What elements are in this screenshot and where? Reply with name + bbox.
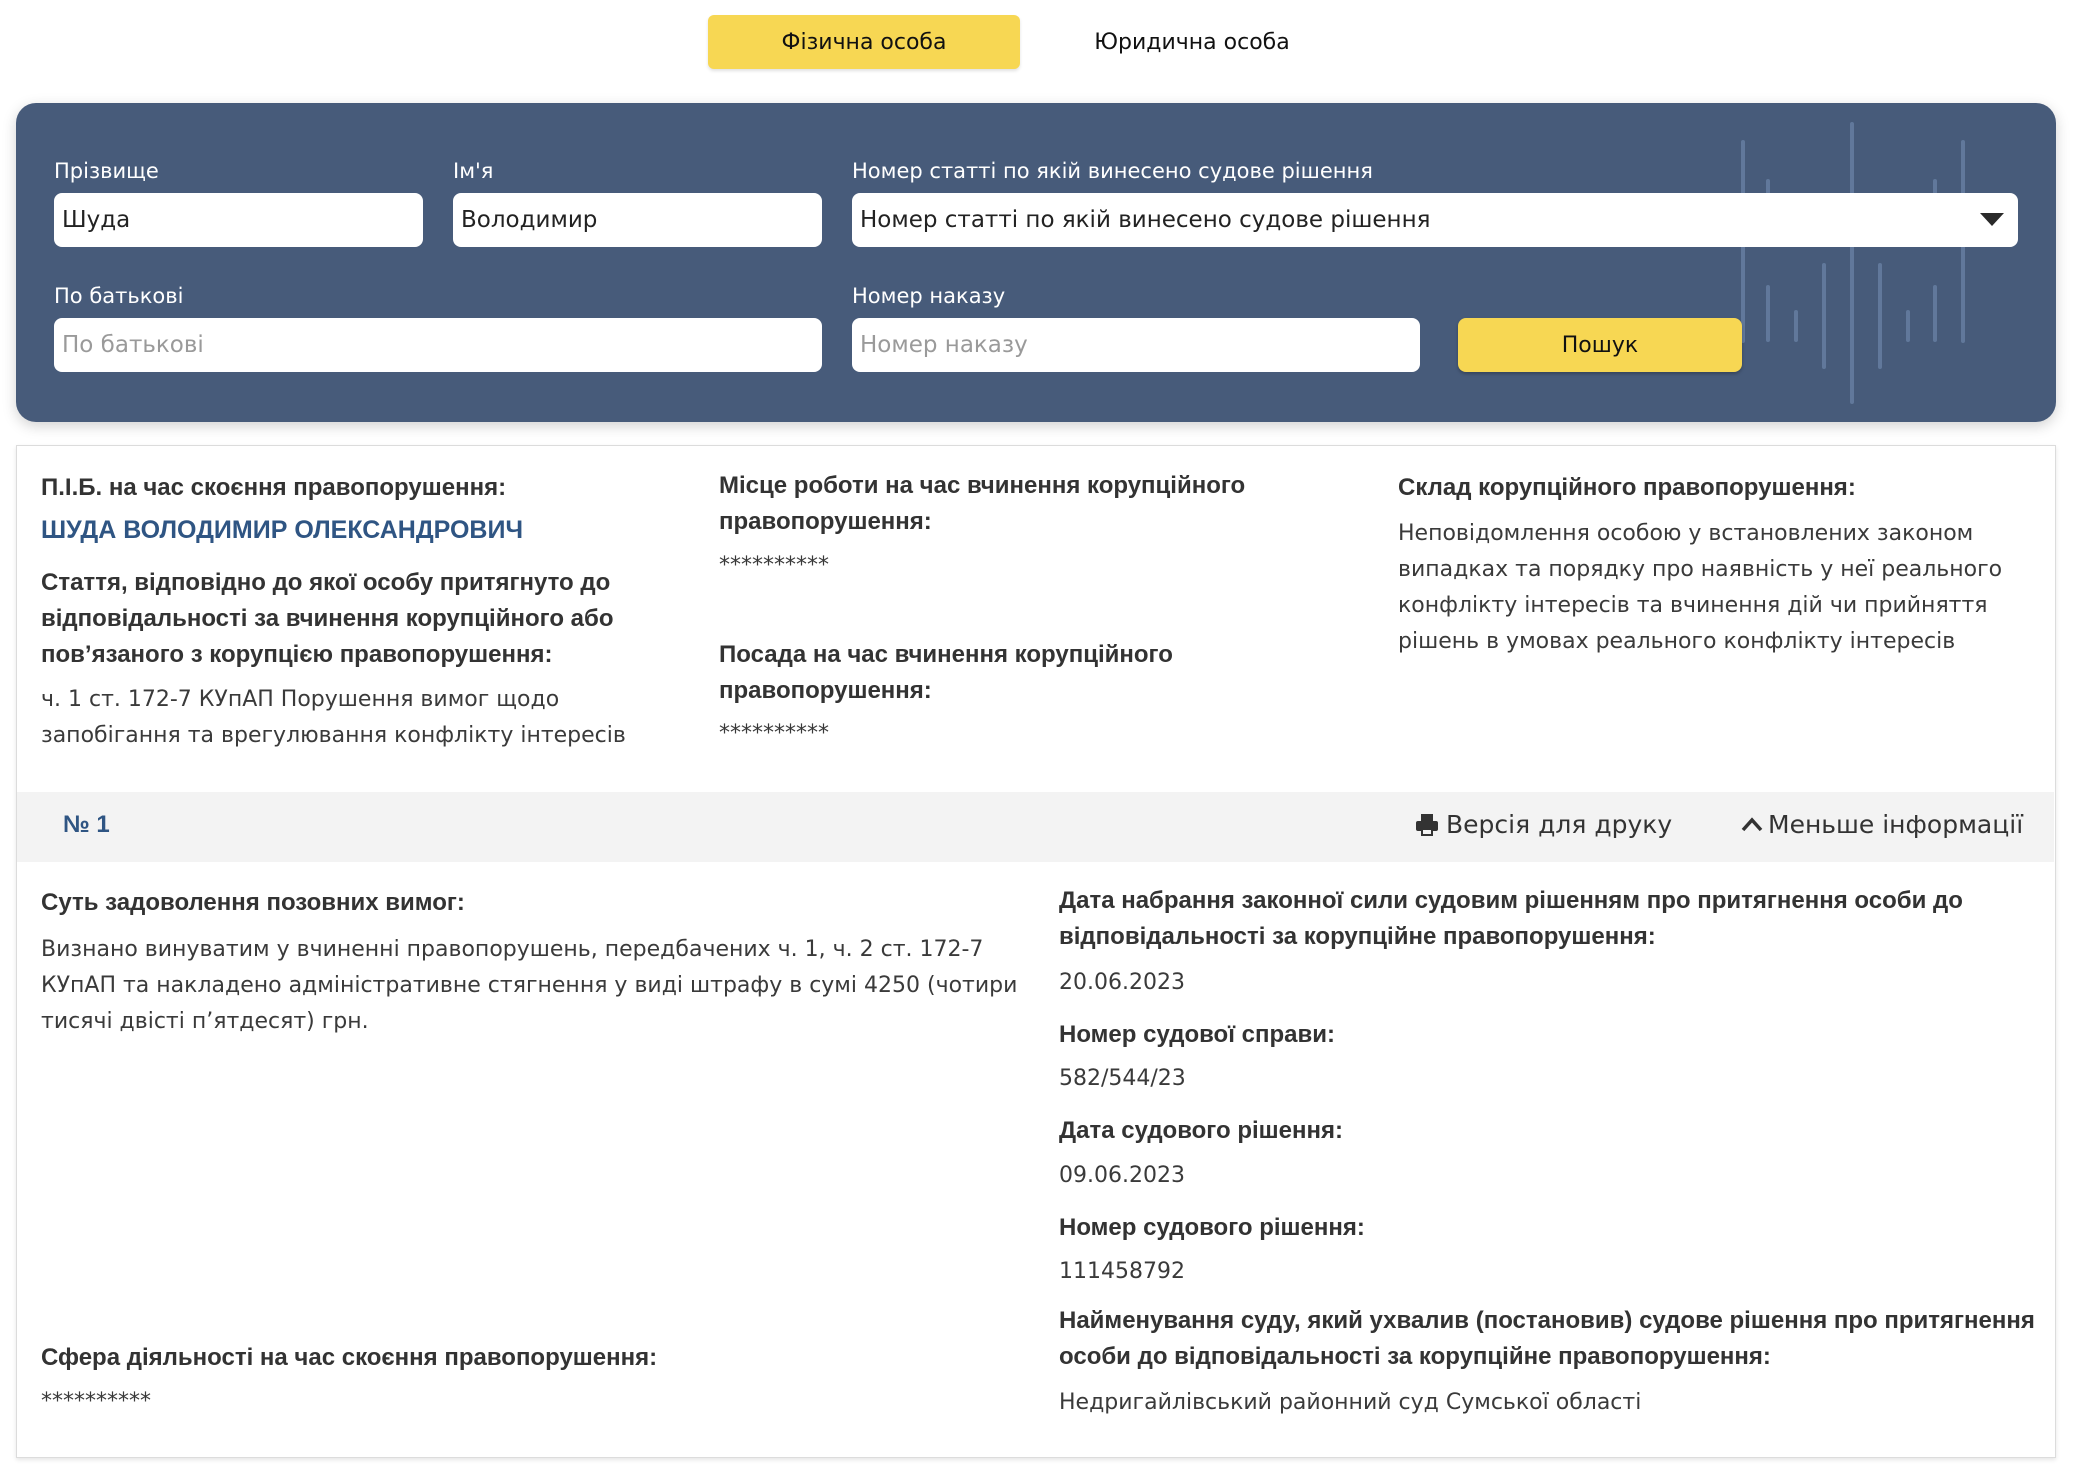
essence-value: Визнано винуватим у вчиненні правопорушень, передбачених ч. 1, ч. 2 ст. 172-7 КУпАП та накладено адміністративне стягнення у виді штрафу в сумі 4250 (чотири тисячі двісті п’ятдесят) грн. bbox=[41, 937, 1018, 1034]
essence-label: Суть задоволення позовних вимог: bbox=[41, 889, 465, 916]
search-button[interactable]: Пошук bbox=[1458, 318, 1742, 372]
decorative-bar bbox=[1766, 285, 1770, 342]
sphere-value: ********** bbox=[41, 1389, 151, 1414]
tab-legal-entity[interactable]: Юридична особа bbox=[1094, 29, 1290, 55]
decision-date-value: 09.06.2023 bbox=[1059, 1163, 1185, 1188]
article-select[interactable] bbox=[852, 193, 2018, 247]
name-label: Ім'я bbox=[453, 159, 494, 183]
article-value: ч. 1 ст. 172-7 КУпАП Порушення вимог щодо запобігання та врегулювання конфлікту інтересів bbox=[41, 687, 626, 748]
court-value: Недригайлівський районний суд Сумської області bbox=[1059, 1390, 1642, 1415]
decorative-bar bbox=[1878, 263, 1882, 369]
decorative-bar bbox=[1822, 263, 1826, 369]
search-panel bbox=[16, 103, 2056, 422]
print-version-button[interactable] bbox=[1414, 810, 1672, 839]
article-label: Номер статті по якій винесено судове рішення bbox=[852, 159, 1373, 183]
article-heading: Стаття, відповідно до якої особу притягнуто до відповідальності за вчинення корупційного або пов’язаного з корупцією правопорушення: bbox=[41, 569, 614, 668]
decorative-bar bbox=[1794, 310, 1798, 342]
decorative-bar bbox=[1906, 310, 1910, 342]
effective-date-value: 20.06.2023 bbox=[1059, 970, 1185, 995]
court-label: Найменування суду, який ухвалив (постановив) судове рішення про притягнення особи до відповідальності за корупційне правопорушення: bbox=[1059, 1307, 2035, 1370]
surname-label: Прізвище bbox=[54, 159, 159, 183]
pib-label: П.І.Б. на час скоєння правопорушення: bbox=[41, 474, 507, 501]
print-version-label: Версія для друку bbox=[1446, 810, 1673, 839]
workplace-label: Місце роботи на час вчинення корупційного правопорушення: bbox=[719, 472, 1246, 535]
case-number-value: 582/544/23 bbox=[1059, 1066, 1186, 1091]
decorative-bar bbox=[1933, 285, 1937, 342]
decision-date-label: Дата судового рішення: bbox=[1059, 1117, 1343, 1144]
patronymic-label: По батькові bbox=[54, 284, 184, 308]
article-select-value: Номер статті по якій винесено судове рішення bbox=[860, 207, 1431, 233]
order-number-label: Номер наказу bbox=[852, 284, 1006, 308]
sphere-label: Сфера діяльності на час скоєння правопорушення: bbox=[41, 1344, 658, 1371]
decision-number-label: Номер судового рішення: bbox=[1059, 1214, 1365, 1241]
record-number: № 1 bbox=[63, 811, 110, 838]
person-name-link[interactable]: ШУДА ВОЛОДИМИР ОЛЕКСАНДРОВИЧ bbox=[41, 516, 524, 544]
tab-individual[interactable]: Фізична особа bbox=[708, 15, 1020, 69]
name-input[interactable]: Володимир bbox=[453, 193, 822, 247]
surname-input[interactable]: Шуда bbox=[54, 193, 423, 247]
position-value: ********** bbox=[719, 721, 829, 746]
print-icon bbox=[1414, 812, 1440, 838]
patronymic-input[interactable]: По батькові bbox=[54, 318, 822, 372]
composition-value: Неповідомлення особою у встановлених законом випадках та порядку про наявність у неї реального конфлікту інтересів та вчинення дій чи прийняття рішень в умовах реального конфлікту інтересів bbox=[1398, 521, 2003, 654]
position-label: Посада на час вчинення корупційного правопорушення: bbox=[719, 641, 1173, 704]
decision-number-value: 111458792 bbox=[1059, 1259, 1185, 1284]
decorative-bar bbox=[1850, 122, 1854, 404]
workplace-value: ********** bbox=[719, 553, 829, 578]
less-info-label: Меньше інформації bbox=[1768, 810, 2024, 839]
less-info-button[interactable] bbox=[1740, 810, 2023, 839]
effective-date-label: Дата набрання законної сили судовим рішенням про притягнення особи до відповідальності за корупційне правопорушення: bbox=[1059, 887, 1963, 950]
case-number-label: Номер судової справи: bbox=[1059, 1021, 1335, 1048]
caret-down-icon[interactable] bbox=[1980, 213, 2004, 226]
composition-label: Склад корупційного правопорушення: bbox=[1398, 474, 1856, 501]
chevron-up-icon bbox=[1740, 815, 1764, 835]
order-number-input[interactable]: Номер наказу bbox=[852, 318, 1420, 372]
